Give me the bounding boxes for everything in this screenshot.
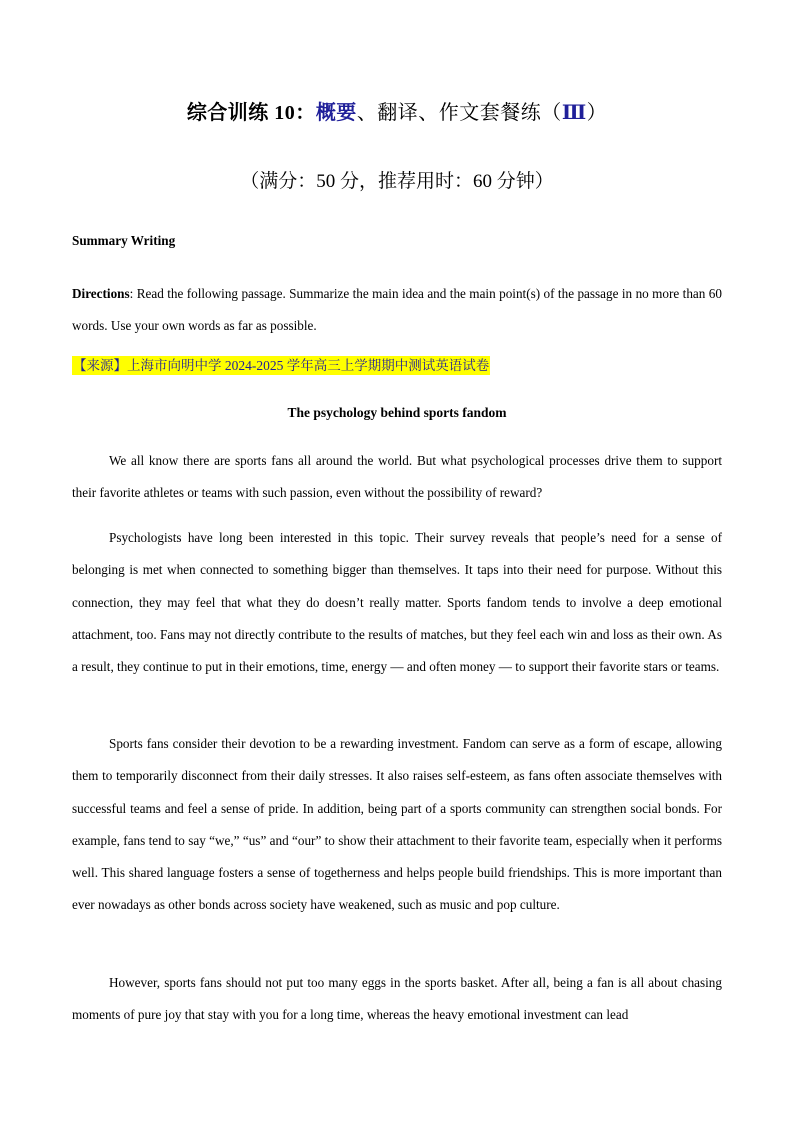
directions-text: : Read the following passage. Summarize the main idea and the main point(s) of the passage in no more than 60 words. Use your own words as far as possible. [72,286,722,334]
passage-paragraph-1: We all know there are sports fans all around the world. But what psychological processes drive them to support their favorite athletes or teams with such passion, even without the possibility of reward? [72,453,722,501]
source-highlight: 【来源】上海市向明中学 2024-2025 学年高三上学期期中测试英语试卷 [73,358,490,373]
page-subtitle: （满分：50 分，推荐用时：60 分钟） [240,171,554,192]
title-close: ） [586,102,608,124]
section-heading: Summary Writing [72,233,176,248]
passage-paragraph-3: Sports fans consider their devotion to be a rewarding investment. Fandom can serve as a form of escape, allowing them to temporarily disconnect from their daily stresses. It also raises self-esteem, as fans often associate themselves with successful teams and feel a sense of pride. In addition, being part of a sports community can strengthen social bonds. For example, fans tend to say “we,” “us” and “our” to show their attachment to their favorite team, especially when it performs well. This shared language fosters a sense of togetherness and helps people build friendships. This is more important than ever nowadays as other bonds across society have weakened, such as music and pop culture. [72,736,722,913]
directions-label: Directions [72,286,130,301]
title-prefix: 综合训练 10： [186,102,316,124]
passage-title: The psychology behind sports fandom [287,405,507,420]
page-title [0,96,794,125]
title-highlight: 概要 [315,102,357,124]
title-roman-numeral: Ⅲ [561,102,587,124]
passage-paragraph-2: Psychologists have long been interested in this topic. Their survey reveals that people’s need for a sense of belonging is met when connected to something bigger than themselves. It taps into their need for purpose. Without this connection, they may feel that what they do doesn’t really matter. Sports fandom tends to involve a deep emotional attachment, too. Fans may not directly contribute to the results of matches, but they feel each win and loss as their own. As a result, they continue to put in their emotions, time, energy — and often money — to support their favorite stars or teams. [72,530,722,675]
title-rest: 、翻译、作文套餐练（ [356,102,562,124]
passage-paragraph-4: However, sports fans should not put too many eggs in the sports basket. After all, being a fan is all about chasing moments of pure joy that stay with you for a long time, whereas the heavy emotional investment can lead [72,975,722,1023]
directions [72,278,722,343]
